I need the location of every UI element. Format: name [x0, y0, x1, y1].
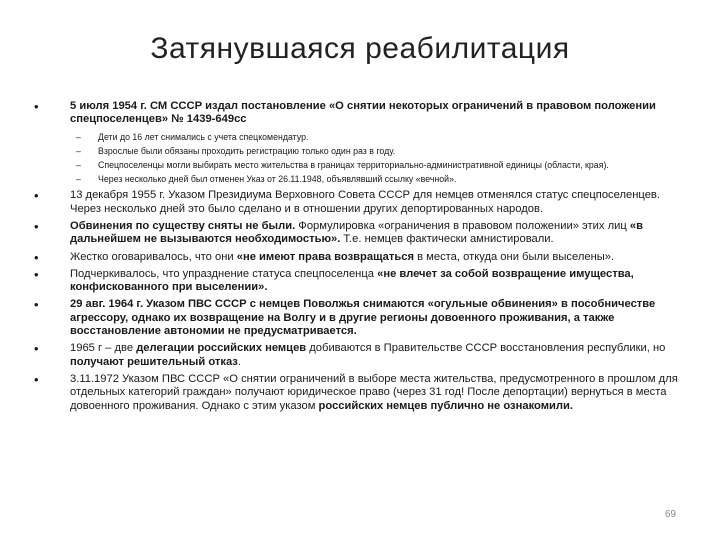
- dash-marker: –: [76, 145, 81, 156]
- text-segment: 13 декабря 1955 г. Указом Президиума Верховного Совета СССР для немцев отменялся статус спецпоселенцев. Через несколько дней это было сделано и в отношении других депортированных народов.: [70, 189, 660, 215]
- sub-item-text: Дети до 16 лет снимались с учета спецкомендатур.: [98, 131, 309, 142]
- sub-item-text: Взрослые были обязаны проходить регистрацию только один раз в году.: [98, 145, 396, 156]
- bold-text: 29 авг. 1964 г. Указом ПВС СССР с немцев Поволжья снимаются «огульные обвинения» в пособничестве агрессору, однако их возвращение на Волгу и в другие регионы довоенного проживания, а также восстановление автономии не предусматривается.: [70, 298, 656, 338]
- sub-item: [70, 160, 694, 171]
- bullet-item: [34, 342, 694, 369]
- bullet-text: [70, 373, 694, 413]
- bullet-marker: •: [34, 219, 39, 234]
- text-segment: 1965 г – две: [70, 342, 137, 355]
- text-segment: в места, откуда они были выселены».: [414, 250, 615, 263]
- sub-item: [70, 174, 694, 185]
- bullet-text: [70, 268, 694, 295]
- bullet-marker: •: [34, 297, 39, 313]
- bullet-text: [70, 189, 694, 216]
- bullet-item: [34, 189, 694, 216]
- dash-marker: –: [76, 160, 81, 170]
- page-number: 69: [664, 509, 676, 520]
- bullet-text: [70, 251, 694, 264]
- bold-text: Обвинения по существу сняты не были.: [70, 220, 296, 232]
- bullet-marker: •: [34, 341, 39, 357]
- slide-title: Затянувшаяся реабилитация: [150, 32, 570, 65]
- bullet-item: [34, 373, 694, 413]
- bullet-list: [34, 100, 694, 417]
- bold-text: делегации российских немцев: [136, 342, 307, 355]
- text-segment: Подчеркивалось, что упразднение статуса спецпоселенца: [70, 267, 378, 280]
- bullet-item: [34, 251, 694, 264]
- sub-item-text: Спецпоселенцы могли выбирать место жительства в границах территориально-административной единицы (области, края).: [98, 160, 609, 170]
- dash-marker: –: [76, 174, 81, 185]
- bullet-item: [34, 100, 694, 185]
- sub-item: [70, 146, 694, 157]
- text-segment: .: [237, 355, 241, 368]
- bullet-text: [70, 342, 694, 369]
- sub-item-text: Через несколько дней был отменен Указ от 26.11.1948, объявлявший ссылку «вечной».: [98, 174, 457, 185]
- bullet-item: [34, 220, 694, 247]
- dash-marker: –: [76, 131, 81, 142]
- bold-text: российских немцев публично не ознакомили.: [318, 399, 573, 412]
- bullet-item: [34, 268, 694, 295]
- bullet-marker: •: [34, 99, 39, 114]
- bullet-text: [70, 298, 694, 338]
- bold-text: 5 июля 1954 г. СМ СССР издал постановление «О снятии некоторых ограничений в правовом положении спецпоселенцев» № 1439-649сс: [70, 100, 656, 126]
- text-segment: Жестко оговаривалось, что они: [70, 250, 237, 263]
- sub-list: [70, 132, 694, 186]
- bold-text: «не влечет за собой возвращение имущества, конфискованного при выселении».: [70, 267, 634, 294]
- bullet-marker: •: [34, 249, 39, 265]
- text-segment: Т.е. немцев фактически амнистировали.: [340, 233, 554, 246]
- bullet-marker: •: [34, 188, 39, 204]
- bold-text: получают решительный отказ: [70, 355, 238, 368]
- text-segment: 3.11.1972 Указом ПВС СССР «О снятии ограничений в выборе места жительства, предусмотренного в прошлом для отдельных категорий граждан» получают юридическое право (через 31 год! После депортации) вернуться в места довоенного проживания. Однако с этим указом: [70, 372, 678, 412]
- bullet-marker: •: [34, 371, 39, 387]
- text-segment: добиваются в Правительстве СССР восстановления республики, но: [306, 342, 666, 355]
- bullet-text: [70, 100, 694, 127]
- bullet-text: [70, 220, 694, 247]
- bold-text: «в дальнейшем не вызываются необходимостью».: [70, 220, 643, 246]
- text-segment: Формулировка «ограничения в правовом положении» этих лиц: [295, 220, 630, 232]
- bullet-marker: •: [34, 266, 39, 282]
- bold-text: «не имеют права возвращаться: [236, 250, 414, 263]
- bullet-item: [34, 298, 694, 338]
- sub-item: [70, 132, 694, 143]
